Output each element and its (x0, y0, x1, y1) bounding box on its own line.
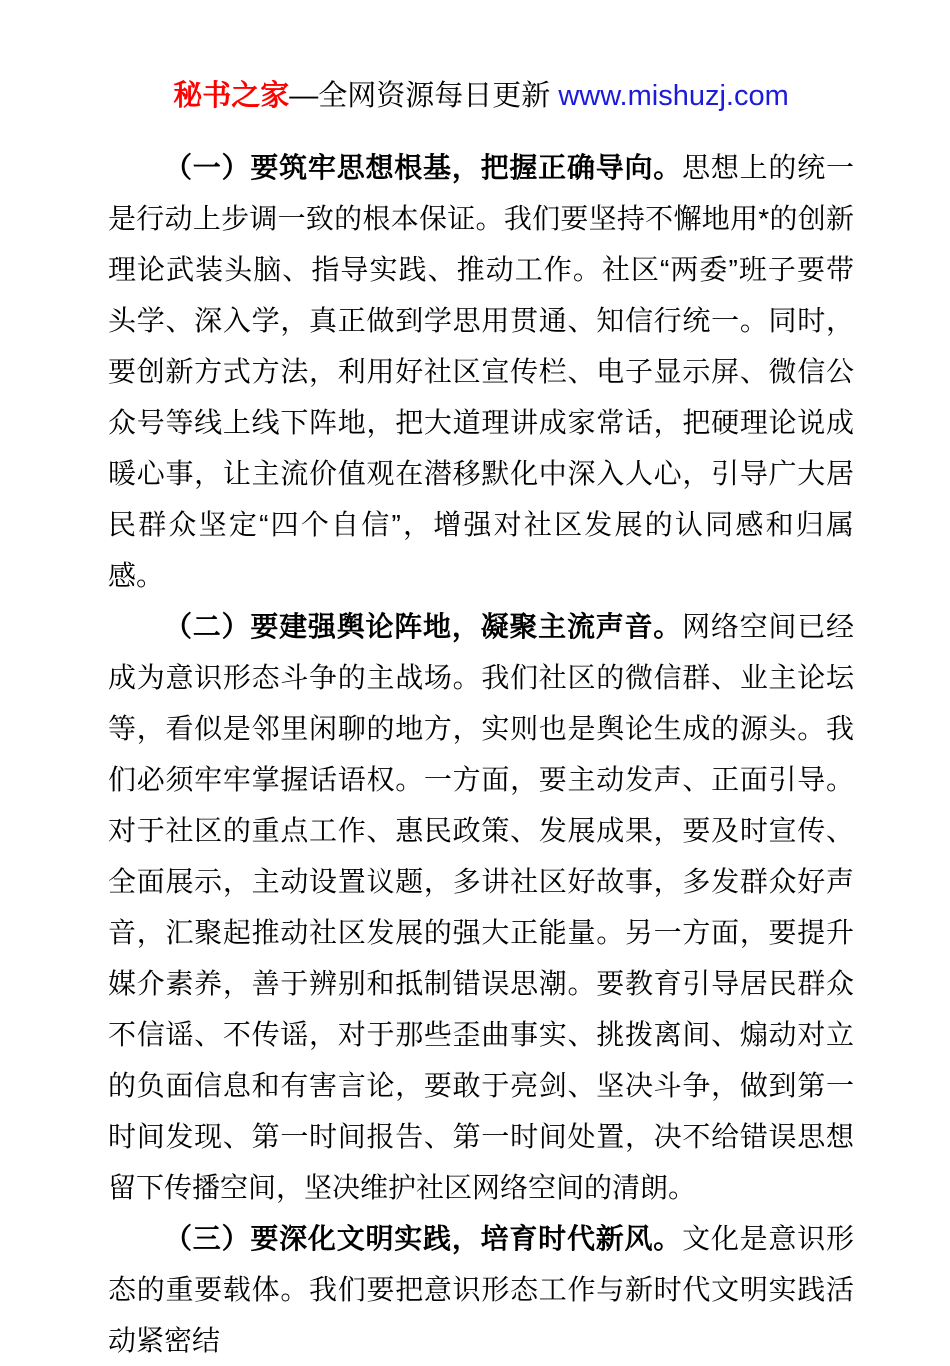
paragraph-3 (108, 1213, 854, 1366)
paragraph-2-heading: （二）要建强舆论阵地，凝聚主流声音。 (164, 611, 683, 642)
paragraph-1-heading: （一）要筑牢思想根基，把握正确导向。 (164, 152, 683, 183)
site-brand-text: 秘书之家 (173, 80, 290, 112)
paragraph-1 (108, 142, 854, 601)
paragraph-2-body: 网络空间已经成为意识形态斗争的主战场。我们社区的微信群、业主论坛等，看似是邻里闲聊的地方，实则也是舆论生成的源头。我们必须牢牢掌握话语权。一方面，要主动发声、正面引导。对于社区的重点工作、惠民政策、发展成果，要及时宣传、全面展示，主动设置议题，多讲社区好故事，多发群众好声音，汇聚起推动社区发展的强大正能量。另一方面，要提升媒介素养，善于辨别和抵制错误思潮。要教育引导居民群众不信谣、不传谣，对于那些歪曲事实、挑拨离间、煽动对立的负面信息和有害言论，要敢于亮剑、坚决斗争，做到第一时间发现、第一时间报告、第一时间处置，决不给错误思想留下传播空间，坚决维护社区网络空间的清朗。 (108, 611, 854, 1203)
paragraph-3-heading: （三）要深化文明实践，培育时代新风。 (164, 1223, 683, 1254)
site-url-link[interactable]: www.mishuzj.com (558, 80, 789, 112)
paragraph-2 (108, 601, 854, 1213)
header-tagline: —全网资源每日更新 (289, 80, 559, 112)
paragraph-1-body: 思想上的统一是行动上步调一致的根本保证。我们要坚持不懈地用*的创新理论武装头脑、指导实践、推动工作。社区“两委”班子要带头学、深入学，真正做到学思用贯通、知信行统一。同时，要创新方式方法，利用好社区宣传栏、电子显示屏、微信公众号等线上线下阵地，把大道理讲成家常话，把硬理论说成暖心事，让主流价值观在潜移默化中深入人心，引导广大居民群众坚定“四个自信”，增强对社区发展的认同感和归属感。 (108, 152, 854, 591)
document-header (108, 76, 854, 116)
paragraph-3-body: 文化是意识形态的重要载体。我们要把意识形态工作与新时代文明实践活动紧密结 (108, 1223, 854, 1356)
